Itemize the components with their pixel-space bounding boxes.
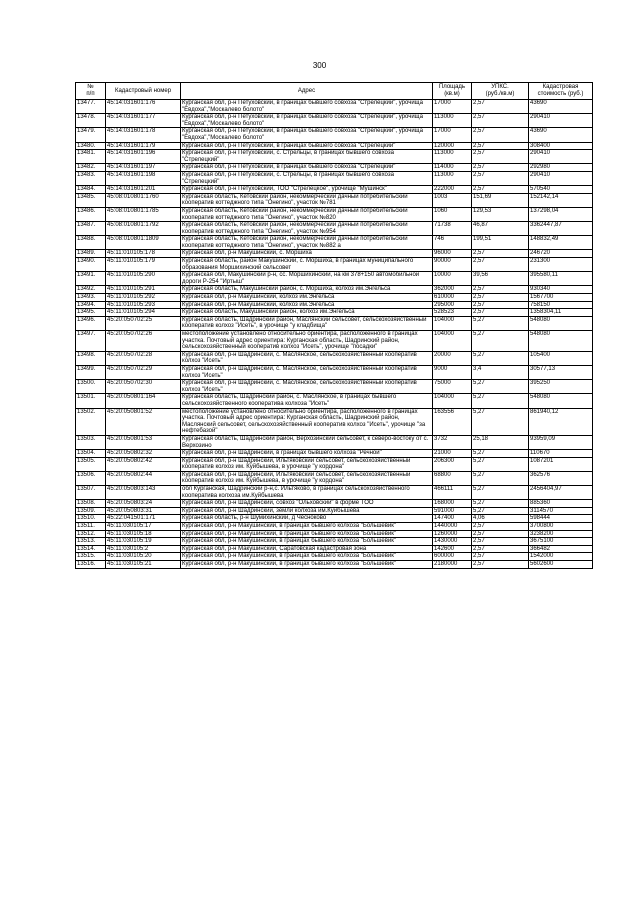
cadastral-cost-cell: 290410: [529, 150, 593, 164]
row-number-cell: 13514.: [76, 545, 106, 553]
header-cadastral-number: Кадастровый номер: [106, 83, 181, 100]
cadastral-cost-cell: 3700800: [529, 523, 593, 531]
table-row: [76, 150, 593, 164]
row-number-cell: 13480.: [76, 142, 106, 150]
table-row: [76, 171, 593, 185]
table-row: [76, 523, 593, 531]
area-cell: 168000: [433, 500, 472, 508]
address-cell: Курганская обл, р-н Петуховский, в границах бывшего совхоза "Стрелецкий": [181, 164, 433, 172]
row-number-cell: 13499.: [76, 365, 106, 379]
row-number-cell: 13492.: [76, 286, 106, 294]
row-number-cell: 13483.: [76, 171, 106, 185]
unit-value-cell: 129,53: [472, 207, 529, 221]
area-cell: 528523: [433, 309, 472, 317]
area-cell: 163556: [433, 408, 472, 435]
row-number-cell: 13484.: [76, 186, 106, 194]
unit-value-cell: 2,57: [472, 186, 529, 194]
unit-value-cell: 5,27: [472, 331, 529, 352]
unit-value-cell: 2,57: [472, 538, 529, 546]
area-cell: 104000: [433, 331, 472, 352]
row-number-cell: 13507.: [76, 486, 106, 500]
cadastral-cost-cell: 885360: [529, 500, 593, 508]
cadastral-cost-cell: 1358304,11: [529, 309, 593, 317]
cadastral-cost-cell: 548080: [529, 394, 593, 408]
cadastral-cost-cell: 930340: [529, 286, 593, 294]
address-cell: Курганская обл, р-н Макушинский, в границах бывшего колхоза "Большевик": [181, 530, 433, 538]
address-cell: Курганская область, Макушинский район, с. Моршиха, колхоз им.Энгельса: [181, 286, 433, 294]
unit-value-cell: 5,27: [472, 380, 529, 394]
address-cell: местоположение установлено относительно ориентира, расположенного в границах участка. Почтовый адрес ориентира: Курганская область, Шадринский район, Маслянский сельсовет, сельскохозяйственный кооператив колхоз "Исеть", урочище "за нефтебазой": [181, 408, 433, 435]
table-row: [76, 316, 593, 330]
area-cell: 68800: [433, 471, 472, 485]
cadastral-number-cell: 45:20:050802:42: [106, 457, 181, 471]
cadastral-cost-cell: 137298,04: [529, 207, 593, 221]
cadastral-number-cell: 45:20:050803:24: [106, 500, 181, 508]
address-cell: Курганская обл, р-н Шадринский, с. Маслянское, сельскохозяйственный кооператив колхоз "Исеть": [181, 351, 433, 365]
address-cell: Курганская обл, р-н Петуховский, с. Стрельцы, в границах бывшего совхоза "Стрелецкий": [181, 171, 433, 185]
area-cell: 1003: [433, 193, 472, 207]
cadastral-number-cell: 45:20:050801:53: [106, 435, 181, 449]
table-row: [76, 450, 593, 458]
cadastral-cost-cell: 366482: [529, 545, 593, 553]
cadastral-number-cell: 45:11:010105:291: [106, 286, 181, 294]
address-cell: Курганская обл, р-н Петуховский, ТОО "Стрелецкое", урочище "Мушинск": [181, 186, 433, 194]
row-number-cell: 13495.: [76, 309, 106, 317]
cadastral-cost-cell: 290410: [529, 171, 593, 185]
table-row: [76, 394, 593, 408]
table-row: [76, 309, 593, 317]
cadastral-cost-cell: 395580,11: [529, 272, 593, 286]
row-number-cell: 13503.: [76, 435, 106, 449]
row-number-cell: 13488.: [76, 236, 106, 250]
cadastral-cost-cell: 43690: [529, 100, 593, 114]
cadastral-number-cell: 45:14:031601:177: [106, 114, 181, 128]
unit-value-cell: 3,4: [472, 365, 529, 379]
unit-value-cell: 46,87: [472, 222, 529, 236]
cadastral-number-cell: 45:14:031601:178: [106, 128, 181, 142]
area-cell: 1430000: [433, 538, 472, 546]
address-cell: Курганская обл, р-н Петуховский, в границах бывшего совхоза "Стрелецкий": [181, 142, 433, 150]
unit-value-cell: 2,57: [472, 553, 529, 561]
cadastral-value-table: [75, 82, 593, 569]
area-cell: 1060: [433, 207, 472, 221]
unit-value-cell: 5,27: [472, 457, 529, 471]
row-number-cell: 13512.: [76, 530, 106, 538]
row-number-cell: 13482.: [76, 164, 106, 172]
address-cell: местоположение установлено относительно ориентира, расположенного в границах участка. Почтовый адрес ориентира: Курганская область, Шадринский район, сельскохозяйственный кооператив колхоз "Исеть", урочище "посадки": [181, 331, 433, 352]
cadastral-cost-cell: 292980: [529, 164, 593, 172]
table-row: [76, 500, 593, 508]
table-row: [76, 193, 593, 207]
row-number-cell: 13506.: [76, 471, 106, 485]
row-number-cell: 13504.: [76, 450, 106, 458]
unit-value-cell: 4,06: [472, 515, 529, 523]
area-cell: 362000: [433, 286, 472, 294]
cadastral-number-cell: 45:08:010801:1785: [106, 207, 181, 221]
row-number-cell: 13496.: [76, 316, 106, 330]
unit-value-cell: 2,57: [472, 250, 529, 258]
row-number-cell: 13498.: [76, 351, 106, 365]
unit-value-cell: 5,27: [472, 316, 529, 330]
cadastral-cost-cell: 1567700: [529, 294, 593, 302]
address-cell: Курганская область, Шадринский район, Маслянский сельсовет, сельскохозяйственный кооператив колхоз "Исеть", в урочище "у кладбища": [181, 316, 433, 330]
row-number-cell: 13500.: [76, 380, 106, 394]
row-number-cell: 13501.: [76, 394, 106, 408]
address-cell: Курганская обл, р-н Макушинский, в границах бывшего колхоза "Большевик": [181, 523, 433, 531]
page-number: 300: [312, 61, 327, 70]
table-row: [76, 207, 593, 221]
address-cell: Курганская обл, р-н Шадринский, с. Маслянское, сельскохозяйственный кооператив колхоз "Исеть": [181, 365, 433, 379]
area-cell: 90000: [433, 258, 472, 272]
unit-value-cell: 2,57: [472, 164, 529, 172]
area-cell: 222000: [433, 186, 472, 194]
area-cell: 120000: [433, 142, 472, 150]
area-cell: 9000: [433, 365, 472, 379]
area-cell: 746: [433, 236, 472, 250]
cadastral-cost-cell: 148832,49: [529, 236, 593, 250]
address-cell: Курганская область, Макушинский район, колхоз им.Энгельса: [181, 309, 433, 317]
cadastral-cost-cell: 5602600: [529, 561, 593, 569]
cadastral-cost-cell: 30577,13: [529, 365, 593, 379]
row-number-cell: 13513.: [76, 538, 106, 546]
address-cell: Курганская обл, р-н Макушинский, в границах бывшего колхоза "Большевик": [181, 553, 433, 561]
cadastral-cost-cell: 2456404,97: [529, 486, 593, 500]
row-number-cell: 13478.: [76, 114, 106, 128]
table-row: [76, 258, 593, 272]
table-row: [76, 408, 593, 435]
area-cell: 2180000: [433, 561, 472, 569]
table-row: [76, 545, 593, 553]
row-number-cell: 13490.: [76, 258, 106, 272]
unit-value-cell: 2,57: [472, 114, 529, 128]
table-row: [76, 457, 593, 471]
cadastral-cost-cell: 362576: [529, 471, 593, 485]
cadastral-number-cell: 45:11:030105:18: [106, 530, 181, 538]
area-cell: 3732: [433, 435, 472, 449]
cadastral-number-cell: 45:20:050702:26: [106, 331, 181, 352]
row-number-cell: 13505.: [76, 457, 106, 471]
cadastral-cost-cell: 548080: [529, 316, 593, 330]
cadastral-number-cell: 45:14:031601:198: [106, 171, 181, 185]
area-cell: 10000: [433, 272, 472, 286]
cadastral-cost-cell: 93959,09: [529, 435, 593, 449]
cadastral-cost-cell: 570540: [529, 186, 593, 194]
cadastral-number-cell: 45:11:030105:21: [106, 561, 181, 569]
area-cell: 600000: [433, 553, 472, 561]
unit-value-cell: 5,27: [472, 500, 529, 508]
area-cell: 104000: [433, 394, 472, 408]
unit-value-cell: 2,57: [472, 294, 529, 302]
area-cell: 104000: [433, 316, 472, 330]
area-cell: 96000: [433, 250, 472, 258]
table-row: [76, 365, 593, 379]
cadastral-cost-cell: 3675100: [529, 538, 593, 546]
unit-value-cell: 2,57: [472, 171, 529, 185]
address-cell: Курганская обл, р-н Петуховский, в границах бывшего совхоза "Стрелецкий", урочища "Евдоха","Москалево болото": [181, 128, 433, 142]
unit-value-cell: 5,27: [472, 507, 529, 515]
cadastral-cost-cell: 1087201: [529, 457, 593, 471]
cadastral-number-cell: 45:11:010105:294: [106, 309, 181, 317]
unit-value-cell: 199,51: [472, 236, 529, 250]
address-cell: Курганская обл, р-н Макушинский, колхоз им.Энгельса: [181, 301, 433, 309]
address-cell: Курганская обл, р-н Макушинский, колхоз им.Энгельса: [181, 294, 433, 302]
unit-value-cell: 2,57: [472, 286, 529, 294]
area-cell: 1440000: [433, 523, 472, 531]
address-cell: Курганская обл, р-н Шадринский, с. Маслянское, сельскохозяйственный кооператив колхоз "Исеть": [181, 380, 433, 394]
table-row: [76, 250, 593, 258]
header-unit-value: УПКС. (руб./кв.м): [472, 83, 529, 100]
table-row: [76, 380, 593, 394]
row-number-cell: 13486.: [76, 207, 106, 221]
cadastral-cost-cell: 3238200: [529, 530, 593, 538]
table-row: [76, 486, 593, 500]
header-address: Адрес: [181, 83, 433, 100]
row-number-cell: 13493.: [76, 294, 106, 302]
cadastral-number-cell: 45:22:041501:171: [106, 515, 181, 523]
area-cell: 295000: [433, 301, 472, 309]
table-row: [76, 301, 593, 309]
table-row: [76, 507, 593, 515]
cadastral-number-cell: 45:20:050802:44: [106, 471, 181, 485]
address-cell: Курганская обл, р-н Макушинский, в границах бывшего колхоза "Большевик": [181, 561, 433, 569]
cadastral-number-cell: 45:20:050702:25: [106, 316, 181, 330]
row-number-cell: 13508.: [76, 500, 106, 508]
table-row: [76, 471, 593, 485]
cadastral-cost-cell: 861940,12: [529, 408, 593, 435]
address-cell: Курганская обл, Макушинский р-н, сс. Моршихинский, на км 378+150 автомобильной дороги Р-254 "Иртыш": [181, 272, 433, 286]
cadastral-number-cell: 45:11:010105:293: [106, 301, 181, 309]
table-row: [76, 142, 593, 150]
table-row: [76, 164, 593, 172]
cadastral-number-cell: 45:14:031601:179: [106, 142, 181, 150]
unit-value-cell: 2,57: [472, 309, 529, 317]
table-header-row: [76, 83, 593, 100]
table-row: [76, 435, 593, 449]
address-cell: Курганская обл, р-н Макушинский, Саратовская кадастровая зона: [181, 545, 433, 553]
address-cell: Курганская область, р-н Шумихинский, д Чесноково: [181, 515, 433, 523]
cadastral-number-cell: 45:20:050702:30: [106, 380, 181, 394]
unit-value-cell: 5,27: [472, 408, 529, 435]
address-cell: Курганская обл, р-н Шадринский, в границах бывшего колхоза "Речной": [181, 450, 433, 458]
unit-value-cell: 2,57: [472, 100, 529, 114]
cadastral-cost-cell: 231300: [529, 258, 593, 272]
cadastral-number-cell: 45:20:050702:28: [106, 351, 181, 365]
header-cadastral-cost: Кадастровая стоимость (руб.): [529, 83, 593, 100]
cadastral-number-cell: 45:11:010105:290: [106, 272, 181, 286]
unit-value-cell: 151,69: [472, 193, 529, 207]
area-cell: 610000: [433, 294, 472, 302]
table-row: [76, 128, 593, 142]
table-row: [76, 530, 593, 538]
address-cell: Курганская область, Кетовский район, некоммерческий дачный потребительский кооператив коттеджного типа "Онегино", участок №820: [181, 207, 433, 221]
cadastral-number-cell: 45:20:050702:29: [106, 365, 181, 379]
row-number-cell: 13481.: [76, 150, 106, 164]
table-row: [76, 515, 593, 523]
cadastral-cost-cell: 548080: [529, 331, 593, 352]
cadastral-number-cell: 45:20:050803:143: [106, 486, 181, 500]
address-cell: Курганская обл, р-н Шадринский, Ильтяковский сельсовет, сельскохозяйственный кооператив колхоз им. Куйбышева, в урочище "у кордона": [181, 457, 433, 471]
row-number-cell: 13510.: [76, 515, 106, 523]
table-row: [76, 236, 593, 250]
table-row: [76, 100, 593, 114]
table-row: [76, 294, 593, 302]
unit-value-cell: 2,57: [472, 530, 529, 538]
unit-value-cell: 2,57: [472, 258, 529, 272]
area-cell: 466111: [433, 486, 472, 500]
cadastral-cost-cell: 1542000: [529, 553, 593, 561]
row-number-cell: 13489.: [76, 250, 106, 258]
address-cell: Курганская обл, р-н Макушинский, с. Моршиха: [181, 250, 433, 258]
row-number-cell: 13487.: [76, 222, 106, 236]
row-number-cell: 13511.: [76, 523, 106, 531]
cadastral-cost-cell: 308400: [529, 142, 593, 150]
area-cell: 75000: [433, 380, 472, 394]
address-cell: Курганская область, Кетовский район, некоммерческий дачный потребительский кооператив коттеджного типа "Онегино", участок №882 а: [181, 236, 433, 250]
cadastral-number-cell: 45:14:031601:197: [106, 164, 181, 172]
unit-value-cell: 2,57: [472, 561, 529, 569]
table-row: [76, 553, 593, 561]
row-number-cell: 13494.: [76, 301, 106, 309]
cadastral-number-cell: 45:08:010801:1760: [106, 193, 181, 207]
cadastral-cost-cell: 246720: [529, 250, 593, 258]
cadastral-number-cell: 45:11:030105:20: [106, 553, 181, 561]
row-number-cell: 13497.: [76, 331, 106, 352]
row-number-cell: 13509.: [76, 507, 106, 515]
cadastral-number-cell: 45:11:010105:179: [106, 258, 181, 272]
cadastral-number-cell: 45:08:010801:1792: [106, 222, 181, 236]
address-cell: Курганская обл, р-н Шадринский, земли колхоза им.Куйбышева: [181, 507, 433, 515]
row-number-cell: 13479.: [76, 128, 106, 142]
cadastral-number-cell: 45:14:031601:196: [106, 150, 181, 164]
unit-value-cell: 5,27: [472, 486, 529, 500]
cadastral-number-cell: 45:20:050801:52: [106, 408, 181, 435]
unit-value-cell: 5,27: [472, 471, 529, 485]
area-cell: 206300: [433, 457, 472, 471]
area-cell: 20000: [433, 351, 472, 365]
table-row: [76, 286, 593, 294]
cadastral-cost-cell: 152142,14: [529, 193, 593, 207]
cadastral-number-cell: 45:14:031601:176: [106, 100, 181, 114]
cadastral-cost-cell: 395250: [529, 380, 593, 394]
row-number-cell: 13477.: [76, 100, 106, 114]
cadastral-number-cell: 45:14:031601:201: [106, 186, 181, 194]
cadastral-number-cell: 45:11:030105:19: [106, 538, 181, 546]
unit-value-cell: 5,27: [472, 351, 529, 365]
unit-value-cell: 5,27: [472, 450, 529, 458]
unit-value-cell: 2,57: [472, 523, 529, 531]
table-row: [76, 538, 593, 546]
cadastral-number-cell: 45:11:010105:292: [106, 294, 181, 302]
address-cell: Курганская обл, р-н Макушинский, в границах бывшего колхоза "Большевик": [181, 538, 433, 546]
row-number-cell: 13502.: [76, 408, 106, 435]
unit-value-cell: 39,56: [472, 272, 529, 286]
cadastral-cost-cell: 3362447,87: [529, 222, 593, 236]
row-number-cell: 13515.: [76, 553, 106, 561]
address-cell: Курганская область, Шадринский район, с. Маслянское, в границах бывшего сельскохозяйственного кооператива колхоза "Исеть": [181, 394, 433, 408]
table-row: [76, 351, 593, 365]
address-cell: Курганская обл, р-н Шадринский, Ильтяковский сельсовет, сельскохозяйственный кооператив колхоз им. Куйбышева, в урочище "у кордона": [181, 471, 433, 485]
cadastral-cost-cell: 290410: [529, 114, 593, 128]
cadastral-number-cell: 45:20:050803:31: [106, 507, 181, 515]
area-cell: 1260000: [433, 530, 472, 538]
area-cell: 142600: [433, 545, 472, 553]
area-cell: 17000: [433, 128, 472, 142]
address-cell: Курганская область, район Макушинский, с. Моршиха, в границах муниципального образования Моршихинский сельсовет: [181, 258, 433, 272]
cadastral-cost-cell: 3114570: [529, 507, 593, 515]
row-number-cell: 13491.: [76, 272, 106, 286]
unit-value-cell: 2,57: [472, 150, 529, 164]
area-cell: 113000: [433, 150, 472, 164]
area-cell: 71738: [433, 222, 472, 236]
area-cell: 114000: [433, 164, 472, 172]
area-cell: 21000: [433, 450, 472, 458]
table-row: [76, 331, 593, 352]
row-number-cell: 13516.: [76, 561, 106, 569]
table-row: [76, 114, 593, 128]
address-cell: Курганская обл, р-н Петуховский, в границах бывшего совхоза "Стрелецкий", урочища "Евдоха","Москалево болото": [181, 100, 433, 114]
table-body: [76, 100, 593, 569]
address-cell: Курганская обл, р-н Петуховский, в границах бывшего совхоза "Стрелецкий", урочища "Евдоха","Москалево болото": [181, 114, 433, 128]
cadastral-number-cell: 45:11:030105:17: [106, 523, 181, 531]
unit-value-cell: 2,57: [472, 128, 529, 142]
header-area: Площадь (кв.м): [433, 83, 472, 100]
cadastral-number-cell: 45:11:030105:2: [106, 545, 181, 553]
area-cell: 17000: [433, 100, 472, 114]
area-cell: 591000: [433, 507, 472, 515]
area-cell: 113000: [433, 171, 472, 185]
address-cell: обл Курганская, Шадринский р-н,с. Ильтяково, в границах сельскохозяйственного кооператива колхоза им.Куйбышева: [181, 486, 433, 500]
address-cell: Курганская обл, р-н Шадринский, совхоз "Ольховский" в форме ТОО: [181, 500, 433, 508]
cadastral-cost-cell: 110670: [529, 450, 593, 458]
unit-value-cell: 2,57: [472, 545, 529, 553]
area-cell: 113000: [433, 114, 472, 128]
area-cell: 147400: [433, 515, 472, 523]
table-row: [76, 222, 593, 236]
table-row: [76, 272, 593, 286]
cadastral-number-cell: 45:11:010105:178: [106, 250, 181, 258]
cadastral-number-cell: 45:20:050802:32: [106, 450, 181, 458]
table-row: [76, 561, 593, 569]
cadastral-cost-cell: 598444: [529, 515, 593, 523]
unit-value-cell: 5,27: [472, 394, 529, 408]
table-row: [76, 186, 593, 194]
cadastral-number-cell: 45:08:010801:1809: [106, 236, 181, 250]
cadastral-number-cell: 45:20:050801:164: [106, 394, 181, 408]
row-number-cell: 13485.: [76, 193, 106, 207]
address-cell: Курганская область, Кетовский район, некоммерческий дачный потребительский кооператив коттеджного типа "Онегино", участок №781: [181, 193, 433, 207]
cadastral-cost-cell: 105400: [529, 351, 593, 365]
unit-value-cell: 2,57: [472, 142, 529, 150]
header-row-number: № п/п: [76, 83, 106, 100]
address-cell: Курганская область, Шадринский район, Верхозинский сельсовет, к северо-востоку от с. Верхозино: [181, 435, 433, 449]
address-cell: Курганская область, Кетовский район, некоммерческий дачный потребительский кооператив коттеджного типа "Онегино", участок №954: [181, 222, 433, 236]
cadastral-cost-cell: 758150: [529, 301, 593, 309]
cadastral-cost-cell: 43690: [529, 128, 593, 142]
unit-value-cell: 2,57: [472, 301, 529, 309]
address-cell: Курганская обл, р-н Петуховский, с. Стрельцы, в границах бывшего совхоза "Стрелецкий": [181, 150, 433, 164]
unit-value-cell: 25,18: [472, 435, 529, 449]
